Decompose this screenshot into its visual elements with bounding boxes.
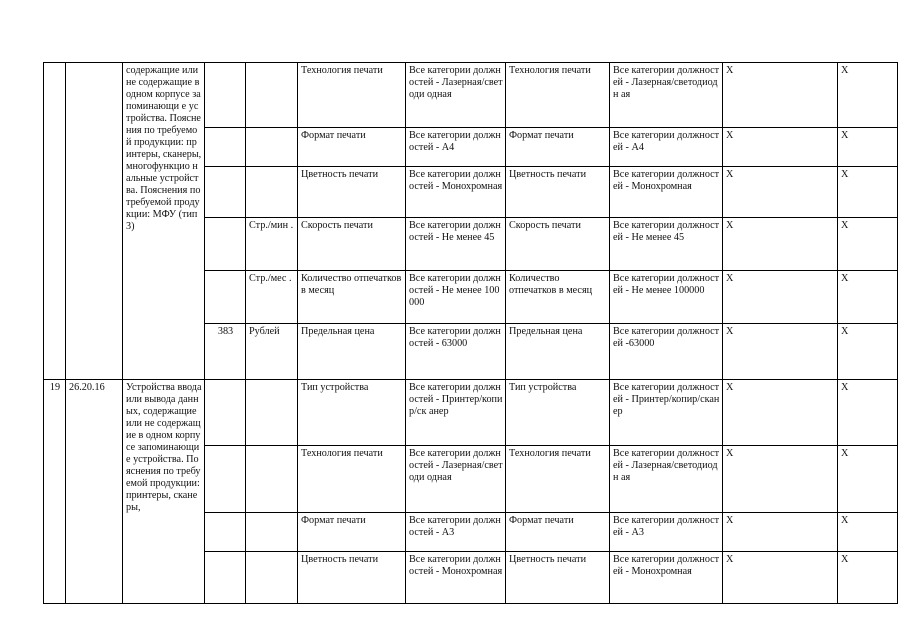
justification-cell: X bbox=[723, 271, 838, 324]
unit-cell bbox=[246, 552, 298, 604]
ref-number-cell bbox=[205, 271, 246, 324]
functional-purpose-cell: X bbox=[838, 324, 898, 380]
justification-cell: X bbox=[723, 446, 838, 513]
unit-cell bbox=[246, 513, 298, 552]
value-cell: Все категории должностей - Принтер/копир/ск анер bbox=[406, 380, 506, 446]
value-cell: Все категории должностей - Не менее 45 bbox=[406, 218, 506, 271]
characteristic-approved-cell: Технология печати bbox=[506, 63, 610, 128]
characteristic-cell: Скорость печати bbox=[298, 218, 406, 271]
unit-cell bbox=[246, 446, 298, 513]
value-approved-cell: Все категории должностей -63000 bbox=[610, 324, 723, 380]
ref-number-cell bbox=[205, 513, 246, 552]
value-cell: Все категории должностей - Лазерная/светоди одная bbox=[406, 63, 506, 128]
value-approved-cell: Все категории должностей - Лазерная/светодиодн ая bbox=[610, 446, 723, 513]
functional-purpose-cell: X bbox=[838, 446, 898, 513]
value-approved-cell: Все категории должностей - Не менее 45 bbox=[610, 218, 723, 271]
justification-cell: X bbox=[723, 167, 838, 218]
row-number-cell bbox=[44, 63, 66, 380]
okpd-code-cell bbox=[66, 63, 123, 380]
value-approved-cell: Все категории должностей - Не менее 100000 bbox=[610, 271, 723, 324]
justification-cell: X bbox=[723, 380, 838, 446]
characteristic-cell: Технология печати bbox=[298, 446, 406, 513]
functional-purpose-cell: X bbox=[838, 167, 898, 218]
characteristic-cell: Технология печати bbox=[298, 63, 406, 128]
unit-cell: Стр./мес . bbox=[246, 271, 298, 324]
value-approved-cell: Все категории должностей - А3 bbox=[610, 513, 723, 552]
value-cell: Все категории должностей - Монохромная bbox=[406, 552, 506, 604]
characteristic-cell: Тип устройства bbox=[298, 380, 406, 446]
functional-purpose-cell: X bbox=[838, 63, 898, 128]
justification-cell: X bbox=[723, 552, 838, 604]
characteristic-approved-cell: Формат печати bbox=[506, 128, 610, 167]
characteristic-approved-cell: Технология печати bbox=[506, 446, 610, 513]
value-cell: Все категории должностей - А4 bbox=[406, 128, 506, 167]
value-cell: Все категории должностей - А3 bbox=[406, 513, 506, 552]
ref-number-cell bbox=[205, 167, 246, 218]
characteristic-approved-cell: Предельная цена bbox=[506, 324, 610, 380]
value-approved-cell: Все категории должностей - Принтер/копир/скан ер bbox=[610, 380, 723, 446]
table-row bbox=[44, 380, 898, 446]
okpd-code-cell: 26.20.16 bbox=[66, 380, 123, 604]
unit-cell bbox=[246, 128, 298, 167]
functional-purpose-cell: X bbox=[838, 552, 898, 604]
characteristic-approved-cell: Тип устройства bbox=[506, 380, 610, 446]
characteristic-cell: Формат печати bbox=[298, 513, 406, 552]
characteristic-approved-cell: Формат печати bbox=[506, 513, 610, 552]
functional-purpose-cell: X bbox=[838, 380, 898, 446]
value-cell: Все категории должностей - 63000 bbox=[406, 324, 506, 380]
characteristic-cell: Предельная цена bbox=[298, 324, 406, 380]
characteristic-cell: Цветность печати bbox=[298, 552, 406, 604]
functional-purpose-cell: X bbox=[838, 513, 898, 552]
justification-cell: X bbox=[723, 218, 838, 271]
functional-purpose-cell: X bbox=[838, 128, 898, 167]
justification-cell: X bbox=[723, 63, 838, 128]
justification-cell: X bbox=[723, 128, 838, 167]
ref-number-cell bbox=[205, 128, 246, 167]
ref-number-cell bbox=[205, 380, 246, 446]
unit-cell: Стр./мин . bbox=[246, 218, 298, 271]
table-row bbox=[44, 63, 898, 128]
justification-cell: X bbox=[723, 324, 838, 380]
ref-number-cell: 383 bbox=[205, 324, 246, 380]
value-approved-cell: Все категории должностей - А4 bbox=[610, 128, 723, 167]
table-body bbox=[44, 63, 898, 604]
unit-cell bbox=[246, 63, 298, 128]
ref-number-cell bbox=[205, 552, 246, 604]
functional-purpose-cell: X bbox=[838, 271, 898, 324]
product-name-cell: содержащие или не содержащие в одном корпусе запоминающи е устройства. Пояснения по требуемой продукции: принтеры, сканеры, многофункцио нальные устройства. Пояснения по требуемой продукции: МФУ (тип 3) bbox=[123, 63, 205, 380]
ref-number-cell bbox=[205, 446, 246, 513]
characteristic-cell: Цветность печати bbox=[298, 167, 406, 218]
characteristic-cell: Количество отпечатков в месяц bbox=[298, 271, 406, 324]
functional-purpose-cell: X bbox=[838, 218, 898, 271]
value-approved-cell: Все категории должностей - Монохромная bbox=[610, 167, 723, 218]
value-cell: Все категории должностей - Монохромная bbox=[406, 167, 506, 218]
value-cell: Все категории должностей - Не менее 100000 bbox=[406, 271, 506, 324]
characteristic-approved-cell: Цветность печати bbox=[506, 552, 610, 604]
ref-number-cell bbox=[205, 63, 246, 128]
product-name-cell: Устройства ввода или вывода данных, содержащие или не содержащие в одном корпусе запоминающи е устройства. Пояснения по требуемой продукции: принтеры, сканеры, bbox=[123, 380, 205, 604]
unit-cell bbox=[246, 380, 298, 446]
characteristic-approved-cell: Количество отпечатков в месяц bbox=[506, 271, 610, 324]
unit-cell bbox=[246, 167, 298, 218]
characteristic-approved-cell: Цветность печати bbox=[506, 167, 610, 218]
justification-cell: X bbox=[723, 513, 838, 552]
ref-number-cell bbox=[205, 218, 246, 271]
value-approved-cell: Все категории должностей - Монохромная bbox=[610, 552, 723, 604]
unit-cell: Рублей bbox=[246, 324, 298, 380]
value-approved-cell: Все категории должностей - Лазерная/светодиодн ая bbox=[610, 63, 723, 128]
value-cell: Все категории должностей - Лазерная/светоди одная bbox=[406, 446, 506, 513]
characteristic-approved-cell: Скорость печати bbox=[506, 218, 610, 271]
row-number-cell: 19 bbox=[44, 380, 66, 604]
characteristic-cell: Формат печати bbox=[298, 128, 406, 167]
requirements-table bbox=[43, 62, 898, 604]
